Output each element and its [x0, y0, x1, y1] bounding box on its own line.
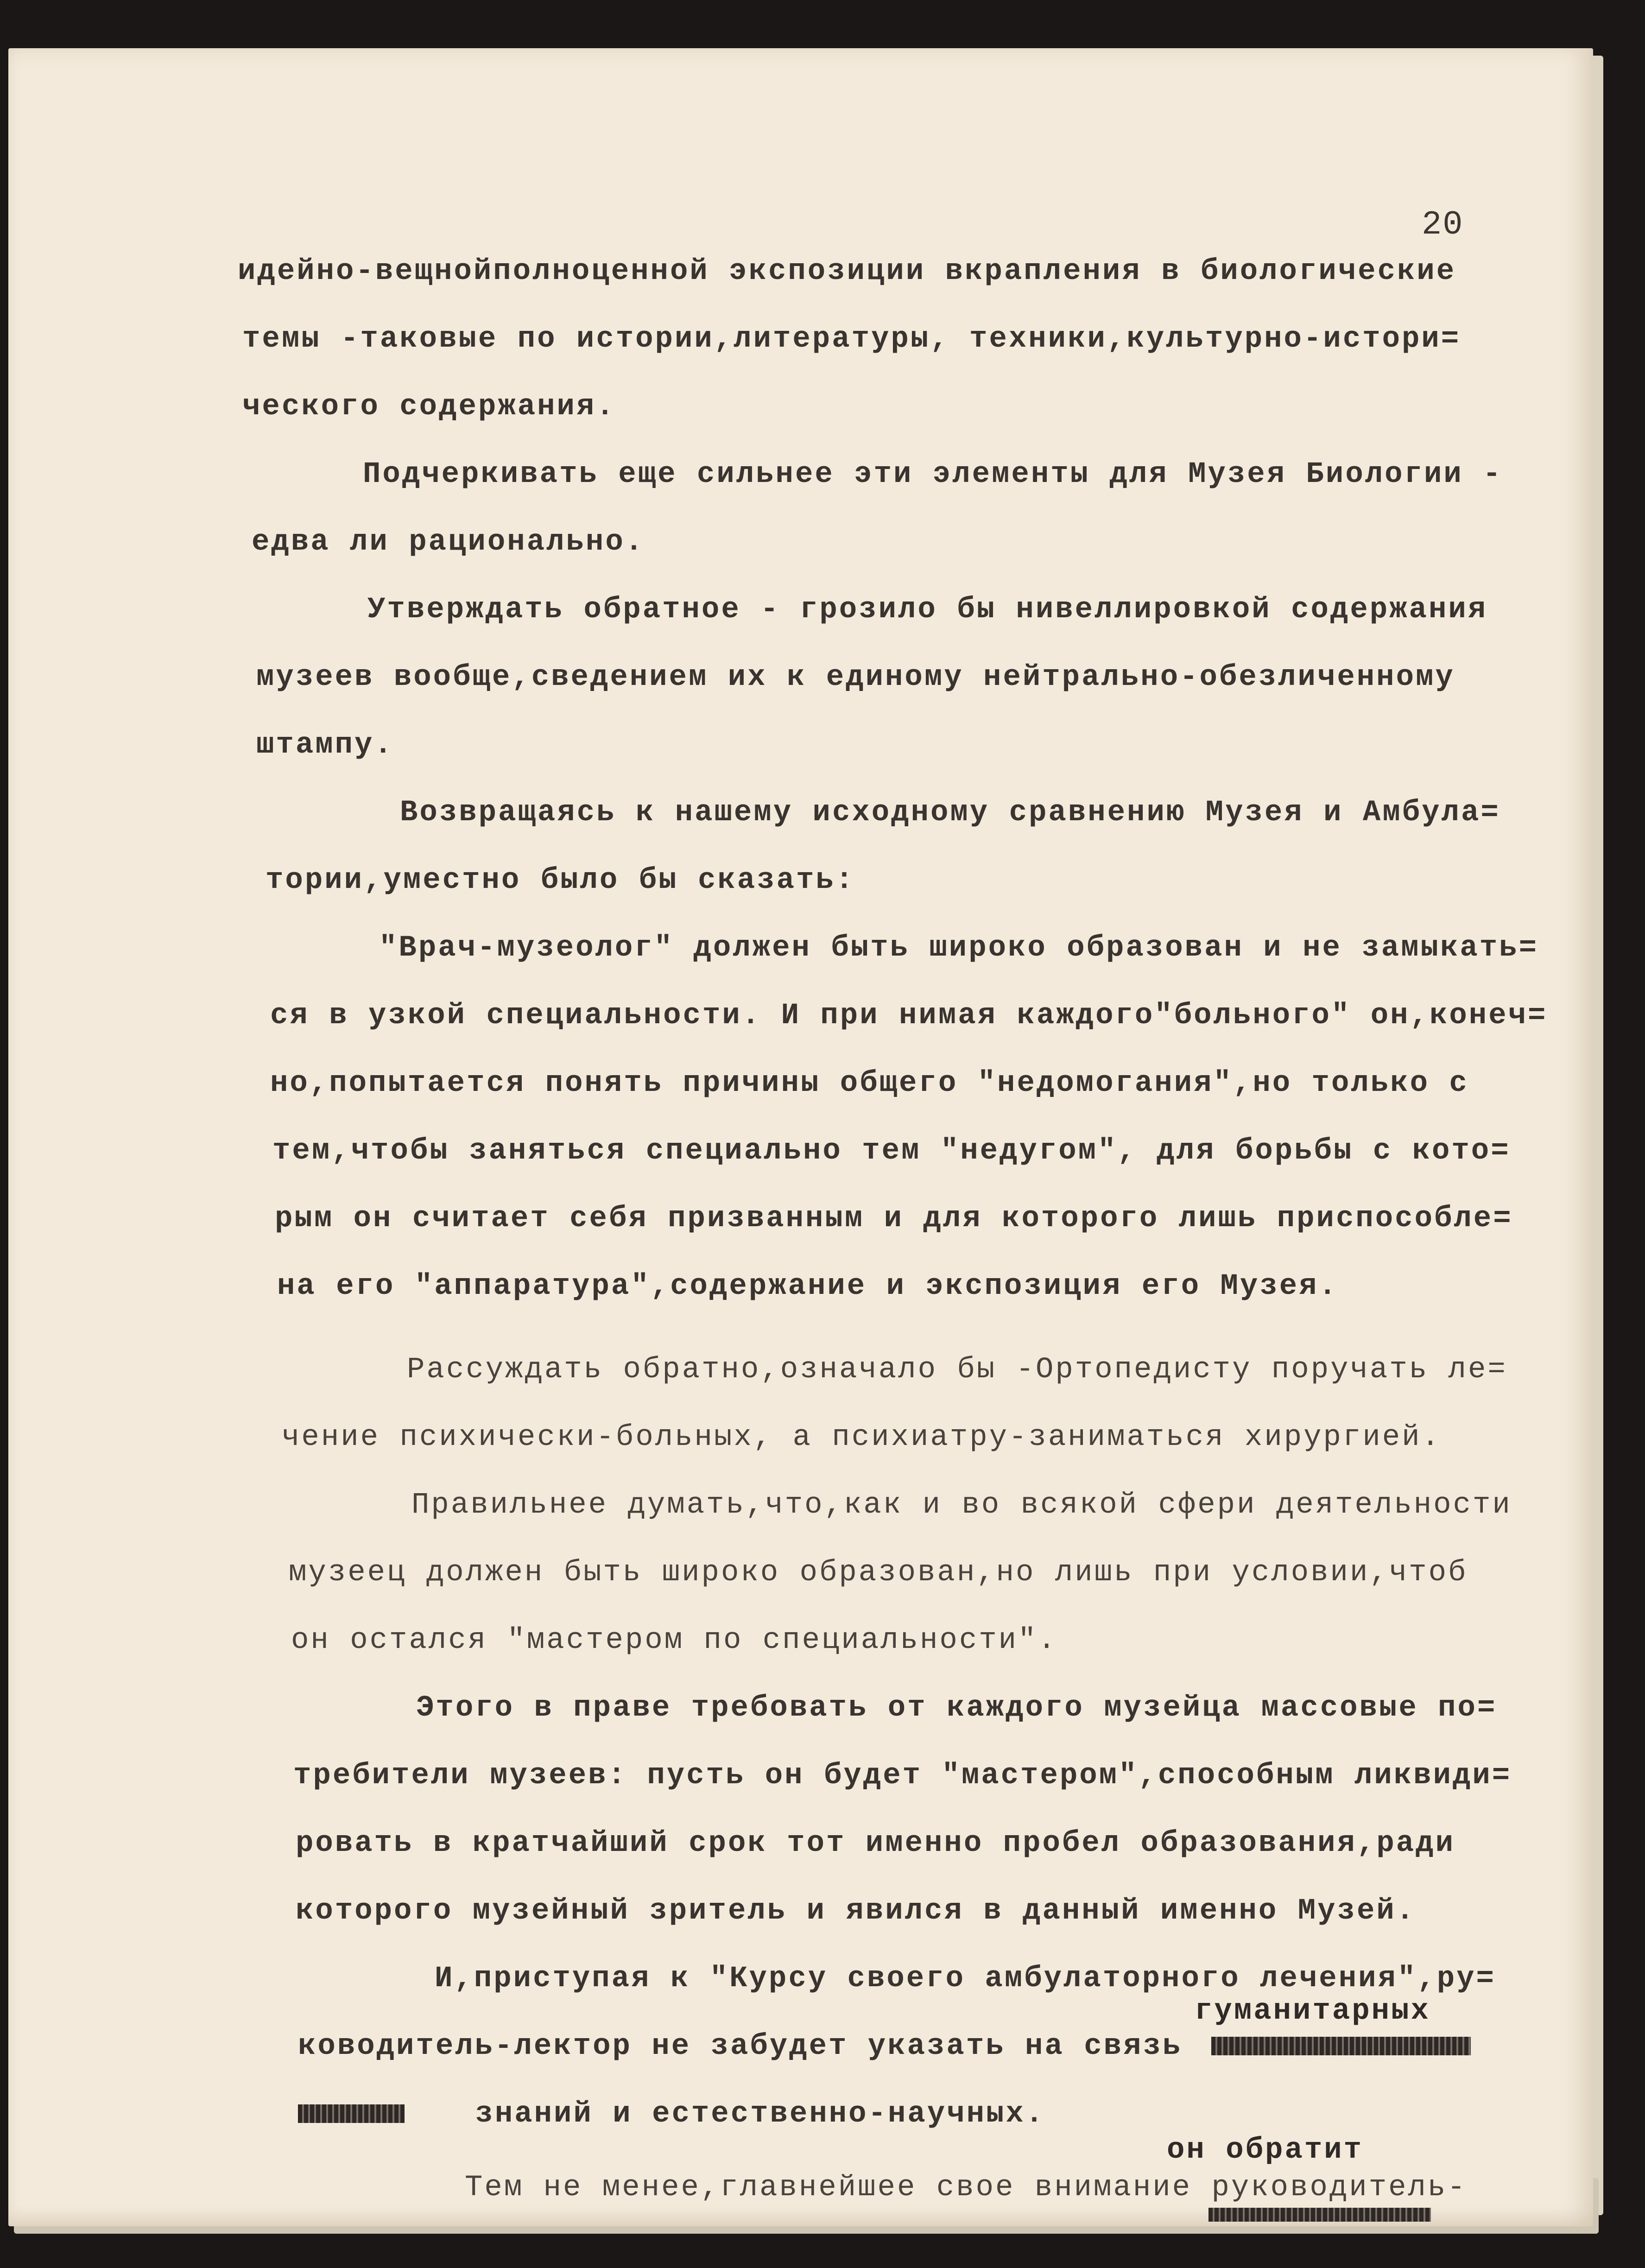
- handwritten-insert: он обратит: [1167, 2134, 1364, 2167]
- text-line-content: знаний и естественно-научных.: [475, 2097, 1045, 2131]
- text-line: ровать в кратчайший срок тот именно пробел образования,ради: [296, 1827, 1455, 1860]
- text-line: он остался "мастером по специальности".: [291, 1624, 1057, 1657]
- text-line: которого музейный зритель и явился в данный именно Музей.: [296, 1894, 1416, 1928]
- text-line: музеец должен быть широко образован,но лишь при условии,чтоб: [289, 1556, 1468, 1590]
- text-line: ческого содержания.: [242, 390, 616, 424]
- text-line: Правильнее думать,что,как и во всякой сфери деятельности: [411, 1489, 1512, 1522]
- text-line: чение психически-больных, а психиатру-заниматься хирургией.: [282, 1421, 1441, 1454]
- handwritten-insert: гуманитарных: [1195, 1995, 1430, 2028]
- text-line-content: ководитель-лектор не забудет указать на связь: [298, 2030, 1183, 2063]
- text-line: требители музеев: пусть он будет "мастером",способным ликвиди=: [293, 1759, 1512, 1793]
- text-line: тем,чтобы заняться специально тем "недугом", для борьбы с кото=: [272, 1134, 1511, 1168]
- text-line: тории,уместно было бы сказать:: [266, 864, 855, 897]
- text-line: [298, 2032, 1471, 2061]
- text-line: на его "аппаратура",содержание и экспозиция его Музея.: [277, 1270, 1338, 1303]
- struck-out-word: [1211, 2037, 1471, 2055]
- text-line: "Врач-музеолог" должен быть широко образован и не замыкать=: [379, 931, 1538, 965]
- text-line: Подчеркивать еще сильнее эти элементы для Музея Биологии -: [363, 458, 1503, 491]
- text-line: едва ли рационально.: [252, 526, 645, 559]
- text-line: Рассуждать обратно,означало бы -Ортопедисту поручать ле=: [407, 1353, 1507, 1387]
- text-line: Возвращаясь к нашему исходному сравнению Музея и Амбула=: [400, 796, 1500, 830]
- text-line: [298, 2099, 1045, 2129]
- text-line: рым он считает себя призванным и для которого лишь приспособле=: [275, 1202, 1513, 1235]
- text-line: идейно-вещнойполноценной экспозиции вкрапления в биологические: [238, 255, 1456, 288]
- text-line: И,приступая к "Курсу своего амбулаторного лечения",ру=: [435, 1962, 1496, 1996]
- text-line: ся в узкой специальности. И при нимая каждого"больного" он,конеч=: [270, 999, 1548, 1033]
- text-line: Этого в праве требовать от каждого музейца массовые по=: [416, 1691, 1497, 1725]
- struck-out-word: [298, 2104, 405, 2123]
- strikethrough-mark: [1208, 2208, 1431, 2222]
- text-line: музеев вообще,сведением их к единому нейтрально-обезличенному: [256, 661, 1455, 694]
- typewritten-page: [8, 48, 1593, 2226]
- page-number: 20: [1422, 206, 1464, 244]
- text-line: Утверждать обратное - грозило бы нивеллировкой содержания: [367, 593, 1488, 627]
- text-line: Тем не менее,главнейшее свое внимание руководитель-: [465, 2171, 1467, 2205]
- text-line: темы -таковые по истории,литературы, техники,культурно-истори=: [242, 323, 1461, 356]
- text-line: но,попытается понять причины общего "недомогания",но только с: [270, 1067, 1469, 1100]
- struck-out-word: [1208, 2208, 1431, 2222]
- text-line: штампу.: [256, 729, 394, 762]
